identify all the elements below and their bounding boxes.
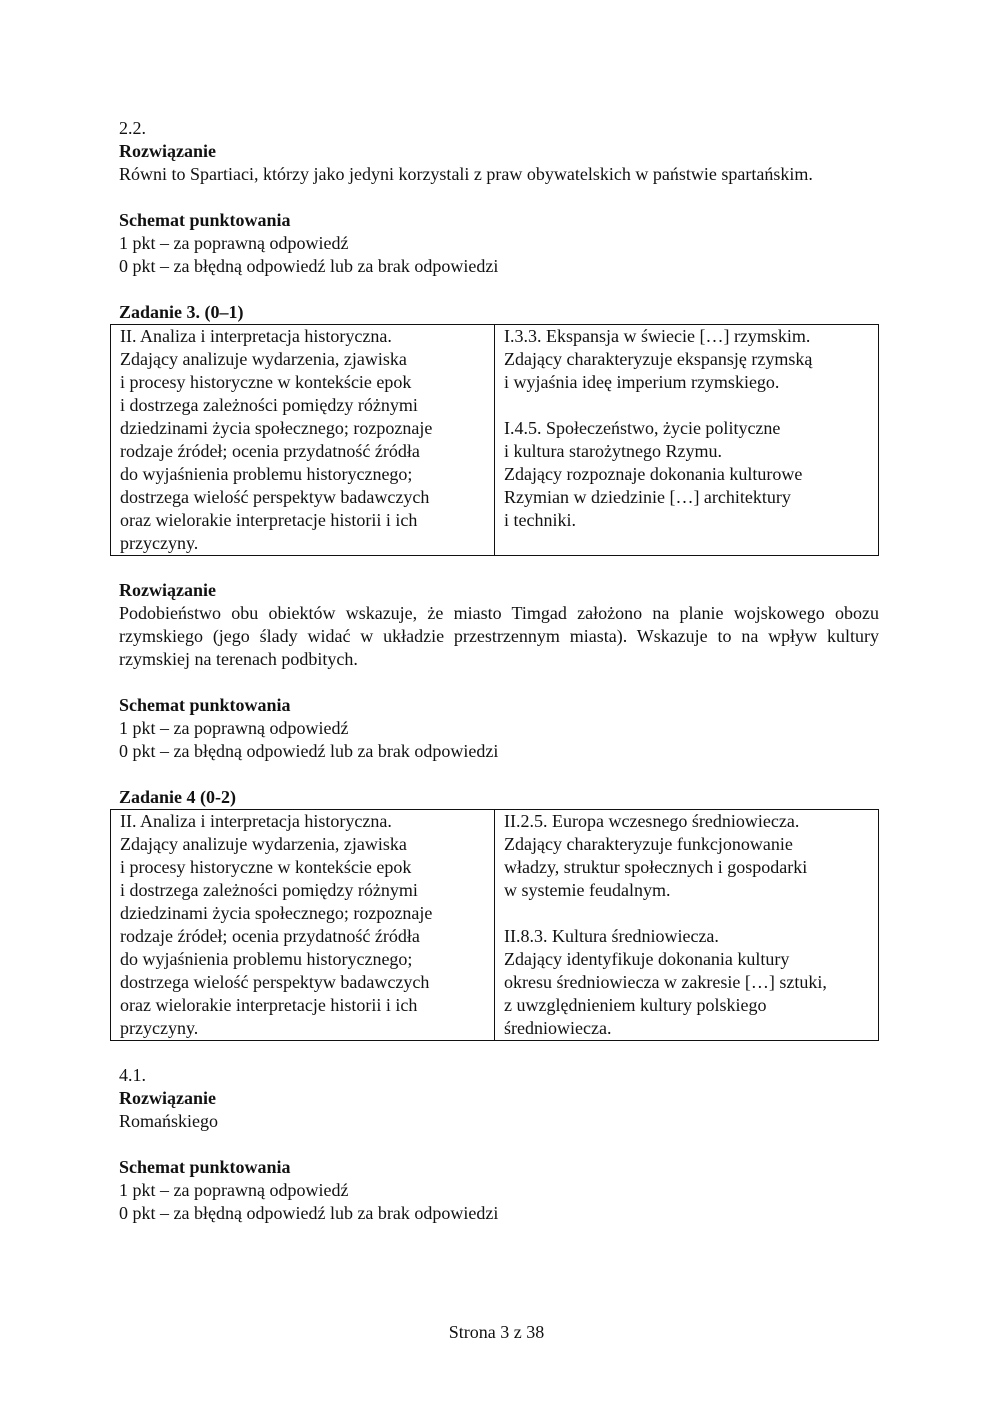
cell-line bbox=[504, 394, 870, 417]
cell-line: do wyjaśnienia problemu historycznego; bbox=[120, 464, 413, 484]
cell-line: Zdający charakteryzuje ekspansję rzymską bbox=[504, 349, 813, 369]
cell-line: oraz wielorakie interpretacje historii i ich bbox=[120, 995, 418, 1015]
solution-text: Podobieństwo obu obiektów wskazuje, że miasto Timgad założono na planie wojskowego obozu rzymskiego (jego ślady widać w układzie przestrzennym miasta). Wskazuje to na wpływ kultury rzymskiej na terenach podbitych. bbox=[119, 603, 879, 669]
solution-text: Romańskiego bbox=[119, 1111, 218, 1131]
cell-line: i procesy historyczne w kontekście epok bbox=[120, 857, 412, 877]
cell-line: dziedzinami życia społecznego; rozpoznaje bbox=[120, 903, 433, 923]
cell-line bbox=[504, 902, 870, 925]
cell-line: II. Analiza i interpretacja historyczna. bbox=[120, 326, 392, 346]
page-footer: Strona 3 z 38 bbox=[448, 1322, 545, 1342]
cell-line: oraz wielorakie interpretacje historii i ich bbox=[120, 510, 418, 530]
cell-line: w systemie feudalnym. bbox=[504, 880, 671, 900]
requirements-table bbox=[110, 809, 879, 1041]
cell-line: i kultura starożytnego Rzymu. bbox=[504, 441, 722, 461]
task-title: Zadanie 3. (0–1) bbox=[119, 302, 244, 322]
cell-line: i techniki. bbox=[504, 510, 576, 530]
solution-heading: Rozwiązanie bbox=[119, 141, 216, 161]
solution-heading: Rozwiązanie bbox=[119, 580, 216, 600]
scoring-heading: Schemat punktowania bbox=[119, 1157, 291, 1177]
general-requirement-cell bbox=[111, 325, 495, 556]
general-requirement-cell bbox=[111, 810, 495, 1041]
cell-line: Zdający identyfikuje dokonania kultury bbox=[504, 949, 790, 969]
document-page bbox=[119, 117, 879, 1225]
solution-heading: Rozwiązanie bbox=[119, 1088, 216, 1108]
cell-line: władzy, struktur społecznych i gospodarki bbox=[504, 857, 808, 877]
cell-line: Zdający rozpoznaje dokonania kulturowe bbox=[504, 464, 803, 484]
scoring-line: 0 pkt – za błędną odpowiedź lub za brak odpowiedzi bbox=[119, 1203, 499, 1223]
cell-line: przyczyny. bbox=[120, 1018, 199, 1038]
section-number: 2.2. bbox=[119, 118, 146, 138]
solution-text: Równi to Spartiaci, którzy jako jedyni korzystali z praw obywatelskich w państwie spartańskim. bbox=[119, 164, 813, 184]
scoring-heading: Schemat punktowania bbox=[119, 210, 291, 230]
scoring-heading: Schemat punktowania bbox=[119, 695, 291, 715]
scoring-line: 1 pkt – za poprawną odpowiedź bbox=[119, 233, 349, 253]
scoring-line: 0 pkt – za błędną odpowiedź lub za brak odpowiedzi bbox=[119, 256, 499, 276]
cell-line: I.3.3. Ekspansja w świecie […] rzymskim. bbox=[504, 326, 811, 346]
cell-line: okresu średniowiecza w zakresie […] sztuki, bbox=[504, 972, 827, 992]
cell-line: I.4.5. Społeczeństwo, życie polityczne bbox=[504, 418, 781, 438]
scoring-line: 1 pkt – za poprawną odpowiedź bbox=[119, 1180, 349, 1200]
cell-line: II.2.5. Europa wczesnego średniowiecza. bbox=[504, 811, 800, 831]
cell-line: dostrzega wielość perspektyw badawczych bbox=[120, 487, 430, 507]
cell-line: II. Analiza i interpretacja historyczna. bbox=[120, 811, 392, 831]
cell-line: i dostrzega zależności pomiędzy różnymi bbox=[120, 395, 418, 415]
specific-requirement-cell bbox=[495, 325, 879, 556]
specific-requirement-cell bbox=[495, 810, 879, 1041]
cell-line: do wyjaśnienia problemu historycznego; bbox=[120, 949, 413, 969]
section-number: 4.1. bbox=[119, 1065, 146, 1085]
cell-line: średniowiecza. bbox=[504, 1018, 612, 1038]
cell-line: i wyjaśnia ideę imperium rzymskiego. bbox=[504, 372, 780, 392]
cell-line: dziedzinami życia społecznego; rozpoznaje bbox=[120, 418, 433, 438]
task-title: Zadanie 4 (0-2) bbox=[119, 787, 236, 807]
cell-line: z uwzględnieniem kultury polskiego bbox=[504, 995, 767, 1015]
cell-line: rodzaje źródeł; ocenia przydatność źródła bbox=[120, 926, 420, 946]
cell-line: Zdający analizuje wydarzenia, zjawiska bbox=[120, 349, 407, 369]
cell-line: Zdający analizuje wydarzenia, zjawiska bbox=[120, 834, 407, 854]
cell-line: II.8.3. Kultura średniowiecza. bbox=[504, 926, 719, 946]
cell-line: Zdający charakteryzuje funkcjonowanie bbox=[504, 834, 793, 854]
cell-line: dostrzega wielość perspektyw badawczych bbox=[120, 972, 430, 992]
requirements-table bbox=[110, 324, 879, 556]
scoring-line: 0 pkt – za błędną odpowiedź lub za brak odpowiedzi bbox=[119, 741, 499, 761]
cell-line: i procesy historyczne w kontekście epok bbox=[120, 372, 412, 392]
cell-line: Rzymian w dziedzinie […] architektury bbox=[504, 487, 791, 507]
scoring-line: 1 pkt – za poprawną odpowiedź bbox=[119, 718, 349, 738]
cell-line: rodzaje źródeł; ocenia przydatność źródła bbox=[120, 441, 420, 461]
cell-line: i dostrzega zależności pomiędzy różnymi bbox=[120, 880, 418, 900]
cell-line: przyczyny. bbox=[120, 533, 199, 553]
